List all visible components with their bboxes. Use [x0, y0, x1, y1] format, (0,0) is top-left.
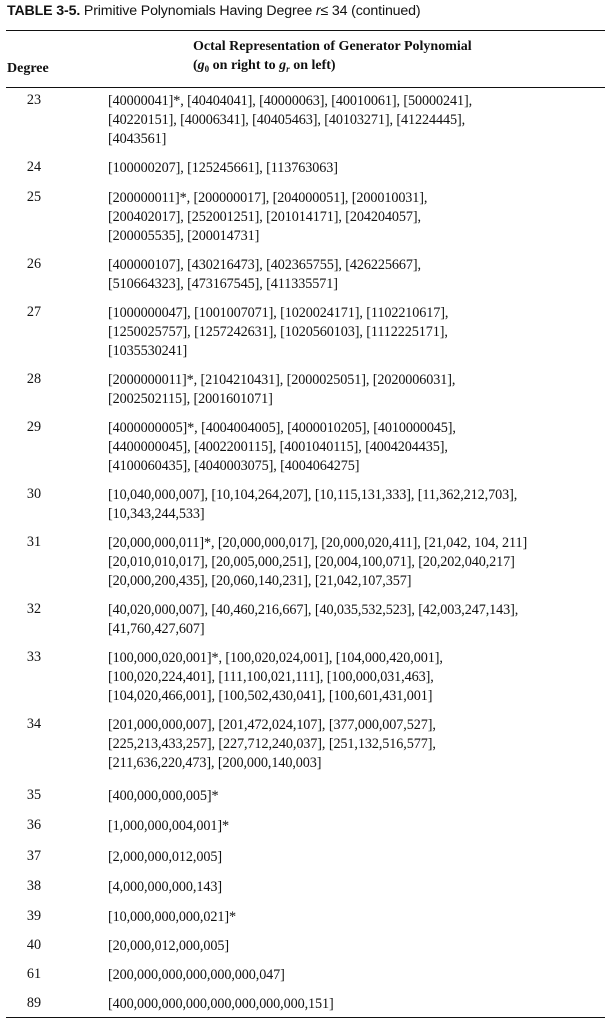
degree-cell: 29: [26, 419, 42, 435]
g-symbol: g: [197, 58, 205, 73]
polynomial-line: [4000000005]*, [4004004005], [4000010205], [4010000045],: [108, 420, 456, 436]
polynomial-line: [4,000,000,000,143]: [108, 879, 222, 895]
polynomial-line: [40220151], [40006341], [40405463], [40103271], [41224445],: [108, 112, 466, 128]
polynomial-cell: [108, 256, 608, 294]
polynomial-cell: [108, 92, 608, 149]
polynomial-line: [10,000,000,000,021]*: [108, 909, 236, 925]
g-symbol: g: [279, 58, 287, 73]
polynomial-cell: [108, 189, 608, 246]
sub-end: on left): [289, 58, 336, 73]
g-subscript-0: 0: [204, 64, 210, 74]
polynomial-line: [4400000045], [4002200115], [4001040115], [4004204435],: [108, 439, 448, 455]
sub-open: (: [193, 58, 198, 73]
polynomial-line: [225,213,433,257], [227,712,240,037], [251,132,516,577],: [108, 736, 436, 752]
caption-text: Primitive Polynomials Having Degree: [83, 3, 313, 19]
polynomial-line: [4100060435], [4040003075], [4004064275]: [108, 458, 360, 474]
polynomial-cell: [108, 848, 608, 867]
degree-cell: 35: [26, 787, 42, 803]
table-number: TABLE 3-5.: [7, 3, 81, 19]
column-header-degree: Degree: [7, 61, 49, 76]
polynomial-line: [200000011]*, [200000017], [204000051], [200010031],: [108, 190, 428, 206]
polynomial-line: [10,343,244,533]: [108, 506, 205, 522]
caption-relation: ≤ 34 (continued): [320, 3, 421, 19]
polynomial-cell: [108, 966, 608, 985]
caption-symbol: r: [315, 3, 321, 19]
polynomial-line: [20,010,010,017], [20,005,000,251], [20,004,100,071], [20,202,040,217]: [108, 554, 515, 570]
polynomial-cell: [108, 878, 608, 897]
degree-cell: 34: [26, 716, 42, 732]
polynomial-line: [200402017], [252001251], [201014171], [204204057],: [108, 209, 421, 225]
polynomial-cell: [108, 371, 608, 409]
polynomial-cell: [108, 486, 608, 524]
degree-cell: 31: [26, 534, 42, 550]
polynomial-line: [201,000,000,007], [201,472,024,107], [377,000,007,527],: [108, 717, 436, 733]
degree-cell: 30: [26, 486, 42, 502]
bottom-rule: [6, 1017, 605, 1018]
degree-cell: 28: [26, 371, 42, 387]
degree-cell: 38: [26, 878, 42, 894]
degree-cell: 61: [26, 966, 42, 982]
degree-cell: 33: [26, 649, 42, 665]
polynomial-cell: [108, 419, 608, 476]
polynomial-line: [100,000,020,001]*, [100,020,024,001], [104,000,420,001],: [108, 650, 443, 666]
polynomial-line: [2000000011]*, [2104210431], [2000025051], [2020006031],: [108, 372, 456, 388]
sub-mid: on right to: [209, 58, 280, 73]
polynomial-cell: [108, 304, 608, 361]
polynomial-line: [2002502115], [2001601071]: [108, 391, 273, 407]
degree-cell: 23: [26, 92, 42, 108]
degree-cell: 26: [26, 256, 42, 272]
polynomial-line: [200,000,000,000,000,000,047]: [108, 967, 285, 983]
polynomial-cell: [108, 649, 608, 706]
polynomial-line: [1250025757], [1257242631], [1020560103], [1112225171],: [108, 324, 448, 340]
degree-cell: 32: [26, 601, 42, 617]
polynomial-cell: [108, 601, 608, 639]
polynomial-line: [400,000,000,000,000,000,000,000,151]: [108, 996, 334, 1012]
polynomial-line: [400000107], [430216473], [402365755], [426225667],: [108, 257, 421, 273]
polynomial-line: [20,000,000,011]*, [20,000,000,017], [20,000,020,411], [21,042, 104, 211]: [108, 535, 528, 551]
polynomial-cell: [108, 817, 608, 836]
top-rule: [6, 30, 605, 31]
polynomial-cell: [108, 787, 608, 806]
degree-cell: 40: [26, 937, 42, 953]
polynomial-line: [20,000,200,435], [20,060,140,231], [21,042,107,357]: [108, 573, 412, 589]
polynomial-line: [211,636,220,473], [200,000,140,003]: [108, 755, 322, 771]
polynomial-line: [1035530241]: [108, 343, 188, 359]
polynomial-cell: [108, 995, 608, 1014]
polynomial-line: [1,000,000,004,001]*: [108, 818, 229, 834]
polynomial-cell: [108, 908, 608, 927]
polynomial-line: [4043561]: [108, 131, 167, 147]
column-header-subtitle: [193, 58, 336, 74]
g-subscript-r: r: [286, 64, 290, 74]
polynomial-line: [1000000047], [1001007071], [1020024171], [1102210617],: [108, 305, 449, 321]
degree-cell: 39: [26, 908, 42, 924]
polynomial-cell: [108, 937, 608, 956]
polynomial-cell: [108, 159, 608, 178]
polynomial-cell: [108, 716, 608, 773]
polynomial-line: [104,020,466,001], [100,502,430,041], [100,601,431,001]: [108, 688, 433, 704]
degree-cell: 24: [26, 159, 42, 175]
polynomial-line: [40000041]*, [40404041], [40000063], [40010061], [50000241],: [108, 93, 473, 109]
table-caption: [7, 3, 420, 19]
polynomial-line: [510664323], [473167545], [411335571]: [108, 276, 338, 292]
degree-cell: 36: [26, 817, 42, 833]
polynomial-line: [100,020,224,401], [111,100,021,111], [100,000,031,463],: [108, 669, 434, 685]
degree-cell: 37: [26, 848, 42, 864]
degree-cell: 89: [26, 995, 42, 1011]
polynomial-line: [200005535], [200014731]: [108, 228, 260, 244]
polynomial-line: [2,000,000,012,005]: [108, 849, 222, 865]
degree-cell: 25: [26, 189, 42, 205]
polynomial-line: [41,760,427,607]: [108, 621, 205, 637]
polynomial-line: [10,040,000,007], [10,104,264,207], [10,115,131,333], [11,362,212,703],: [108, 487, 518, 503]
polynomial-line: [400,000,000,005]*: [108, 788, 219, 804]
polynomial-line: [100000207], [125245661], [113763063]: [108, 160, 338, 176]
header-rule: [6, 87, 605, 88]
polynomial-cell: [108, 534, 608, 591]
degree-cell: 27: [26, 304, 42, 320]
polynomial-line: [20,000,012,000,005]: [108, 938, 229, 954]
polynomial-line: [40,020,000,007], [40,460,216,667], [40,035,532,523], [42,003,247,143],: [108, 602, 519, 618]
column-header-title: Octal Representation of Generator Polynomial: [193, 39, 472, 54]
